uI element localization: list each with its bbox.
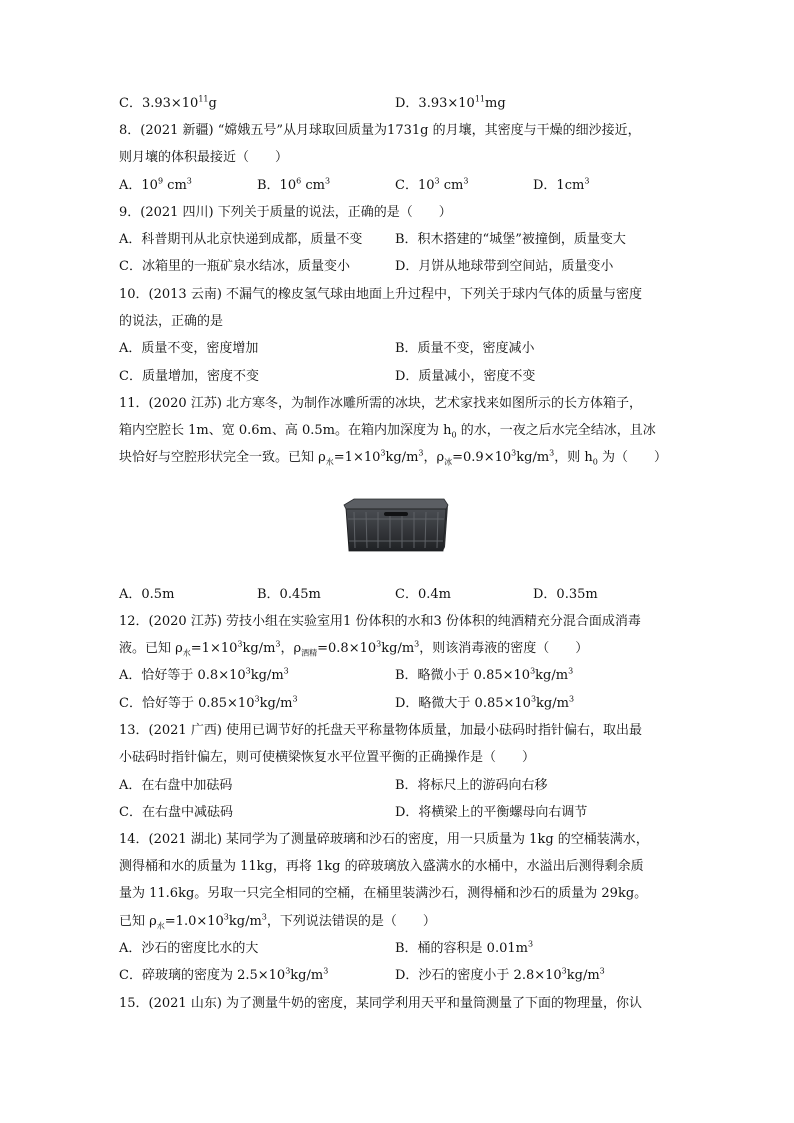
q9-option-d: D．月饼从地球带到空间站，质量变小 [395, 259, 614, 274]
q14-option-a: A．沙石的密度比水的大 [119, 941, 259, 956]
q13-stem-line1: 13．(2021 广西) 使用已调节好的托盘天平称量物体质量，加最小砝码时指针偏右，取出最 [119, 723, 643, 738]
q11-option-c: C．0.4m [395, 587, 451, 602]
q11-stem-line1: 11．(2020 江苏) 北方寒冬，为制作冰雕所需的冰块，艺术家找来如图所示的长方体箱子， [119, 396, 643, 411]
q8-option-d: D．$1cm^3$ [533, 176, 590, 193]
q14-option-c: C．碎玻璃的密度为 $2.5\times 10^3kg/m^3$ [119, 966, 329, 983]
q12-option-c: C．恰好等于 $0.85\times 10^3kg/m^3$ [119, 694, 298, 711]
q7-option-d: D．$3.93\times 10^{11}mg$ [395, 94, 506, 111]
q13-option-a: A．在右盘中加砝码 [119, 778, 233, 793]
q12-stem-line1: 12．(2020 江苏) 劳技小组在实验室用1 份体积的水和3 份体积的纯酒精充分混合面成消毒 [119, 614, 641, 629]
q9-stem: 9．(2021 四川) 下列关于质量的说法，正确的是（ ） [119, 205, 452, 220]
q10-option-a: A．质量不变，密度增加 [119, 341, 259, 356]
q11-option-d: D．0.35m [533, 587, 598, 602]
q13-stem-line2: 小砝码时指针偏左，则可使横梁恢复水平位置平衡的正确操作是（ ） [119, 750, 536, 765]
plastic-crate-icon [340, 497, 450, 555]
q12-option-a: A．恰好等于 $0.8\times 10^3kg/m^3$ [119, 666, 289, 683]
q13-option-c: C．在右盘中减砝码 [119, 805, 233, 820]
q8-option-a: A．$10^9$ $cm^3$ [119, 176, 192, 193]
q10-option-c: C．质量增加，密度不变 [119, 369, 259, 384]
q14-option-b: B．桶的容积是 $0.01m^3$ [395, 939, 534, 956]
q9-option-c: C．冰箱里的一瓶矿泉水结冰，质量变小 [119, 259, 350, 274]
q11-stem-line2: 箱内空腔长 1m、宽 0.6m、高 0.5m。在箱内加深度为 $h_0$ 的水，一夜之后水完全结冰，且冰 [119, 423, 656, 440]
q13-option-d: D．将横梁上的平衡螺母向右调节 [395, 805, 588, 820]
q11-option-a: A．0.5m [119, 587, 175, 602]
q14-stem-line1: 14．(2021 湖北) 某同学为了测量碎玻璃和沙石的密度，用一只质量为 1kg 的空桶装满水， [119, 832, 649, 847]
q13-option-b: B．将标尺上的游码向右移 [395, 778, 548, 793]
q14-stem-line4: 已知 $\rho_水=1.0\times 10^3kg/m^3$，下列说法错误的是（ ） [119, 912, 436, 931]
q14-stem-line2: 测得桶和水的质量为 11kg，再将 1kg 的碎玻璃放入盛满水的水桶中，水溢出后测得剩余质 [119, 859, 644, 874]
q14-option-d: D．沙石的密度小于 $2.8\times 10^3kg/m^3$ [395, 966, 605, 983]
q10-stem-line1: 10．(2013 云南) 不漏气的橡皮氢气球由地面上升过程中，下列关于球内气体的质量与密度 [119, 287, 643, 302]
q8-stem-line1: 8．(2021 新疆) “嫦娥五号”从月球取回质量为1731g 的月壤，其密度与干燥的细沙接近， [119, 123, 641, 138]
q9-option-a: A．科普期刊从北京快递到成都，质量不变 [119, 232, 363, 247]
q15-stem-line1: 15．(2021 山东) 为了测量牛奶的密度，某同学利用天平和量筒测量了下面的物理量，你认 [119, 996, 643, 1011]
q12-option-d: D．略微大于 $0.85\times 10^3kg/m^3$ [395, 694, 575, 711]
q12-stem-line2: 液。已知 $\rho_水=1\times 10^3kg/m^3$，$\rho_{酒精}=0.8\times 10^3kg/m^3$，则该消毒液的密度（ ） [119, 639, 589, 658]
q11-stem-line3: 块恰好与空腔形状完全一致。已知 $\rho_水=1\times 10^3kg/m^3$，$\rho_冰=0.9\times 10^3kg/m^3$，则 $h_0$ 为（ ） [119, 448, 667, 467]
q10-stem-line2: 的说法，正确的是 [119, 314, 224, 329]
q10-option-d: D．质量减小，密度不变 [395, 369, 536, 384]
q10-option-b: B．质量不变，密度减小 [395, 341, 535, 356]
q14-stem-line3: 量为 11.6kg。另取一只完全相同的空桶，在桶里装满沙石，测得桶和沙石的质量为 29kg。 [119, 886, 648, 901]
q8-option-c: C．$10^3$ $cm^3$ [395, 176, 469, 193]
q8-stem-line2: 则月壤的体积最接近（ ） [119, 150, 289, 165]
q7-option-c: C．$3.93\times 10^{11}g$ [119, 94, 217, 111]
q11-option-b: B．0.45m [257, 587, 321, 602]
q9-option-b: B．积木搭建的“城堡”被撞倒，质量变大 [395, 232, 626, 247]
q8-option-b: B．$10^6$ $cm^3$ [257, 176, 331, 193]
q12-option-b: B．略微小于 $0.85\times 10^3kg/m^3$ [395, 666, 574, 683]
